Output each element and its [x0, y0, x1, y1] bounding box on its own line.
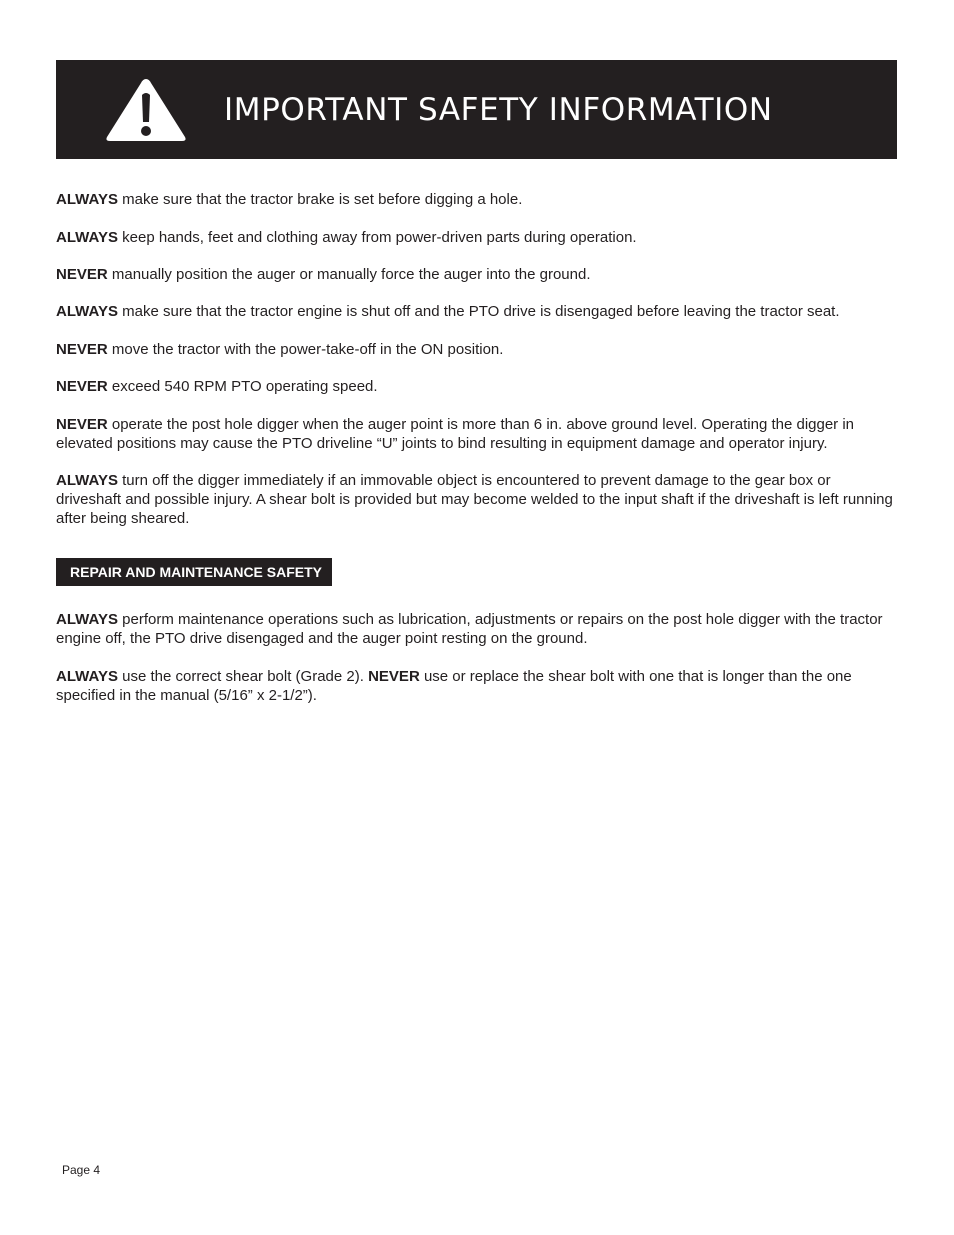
rule-keyword: ALWAYS [56, 229, 118, 246]
warning-triangle-icon [104, 75, 188, 143]
rule-text: keep hands, feet and clothing away from power-driven parts during operation. [117, 229, 637, 246]
rule-text: operate the post hole digger when the auger point is more than 6 in. above ground level. Operating the digger in elevated positions may cause the PTO driveline “U” joints to bind resulting in equipment damage and operator injury. [56, 416, 855, 452]
rule-text: make sure that the tractor brake is set before digging a hole. [117, 191, 523, 208]
safety-rule [56, 472, 898, 528]
rule-text: turn off the digger immediately if an immovable object is encountered to prevent damage to the gear box or driveshaft and possible injury. A shear bolt is provided but may become welded to the input shaft if the driveshaft is left running after being sheared. [56, 472, 893, 527]
rule-keyword: ALWAYS [56, 611, 118, 628]
rule-text: use the correct shear bolt (Grade 2). [117, 668, 369, 685]
safety-rule [56, 378, 898, 397]
safety-banner [56, 60, 897, 159]
page-number: Page 4 [62, 1163, 101, 1177]
rule-text: manually position the auger or manually force the auger into the ground. [107, 266, 591, 283]
rule-keyword: ALWAYS [56, 668, 118, 685]
safety-rule [56, 611, 898, 649]
safety-rule [56, 416, 898, 454]
rule-keyword: NEVER [368, 668, 420, 685]
rule-keyword: ALWAYS [56, 303, 118, 320]
safety-rule [56, 341, 898, 360]
safety-rule [56, 668, 898, 706]
rule-keyword: ALWAYS [56, 472, 118, 489]
safety-rule [56, 303, 898, 322]
rule-text: move the tractor with the power-take-off in the ON position. [107, 341, 504, 358]
safety-rule [56, 229, 898, 248]
rule-text: exceed 540 RPM PTO operating speed. [107, 378, 378, 395]
rule-keyword: ALWAYS [56, 191, 118, 208]
rule-keyword: NEVER [56, 378, 108, 395]
safety-rule [56, 191, 898, 210]
page-title: IMPORTANT SAFETY INFORMATION [224, 92, 773, 128]
rule-keyword: NEVER [56, 266, 108, 283]
safety-rule [56, 266, 898, 285]
rule-text: make sure that the tractor engine is shut off and the PTO drive is disengaged before leaving the tractor seat. [117, 303, 840, 320]
rule-text: use or replace the shear bolt with one that is longer than the one specified in the manual (5/16” x 2-1/2”). [56, 668, 852, 704]
rule-keyword: NEVER [56, 416, 108, 433]
rule-text: perform maintenance operations such as lubrication, adjustments or repairs on the post hole digger with the tractor engine off, the PTO drive disengaged and the auger point resting on the ground. [56, 611, 883, 647]
section-heading-repair-maintenance: REPAIR AND MAINTENANCE SAFETY [56, 558, 332, 586]
rule-keyword: NEVER [56, 341, 108, 358]
